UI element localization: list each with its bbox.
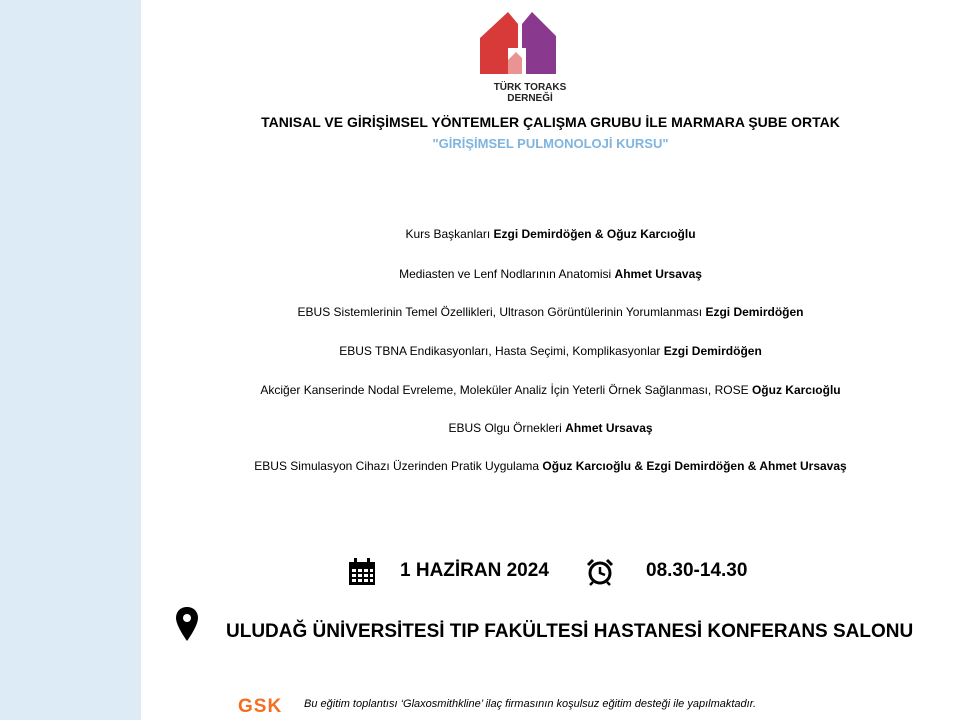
program-speaker: Ezgi Demirdöğen	[663, 344, 762, 358]
sponsor-footer	[238, 694, 878, 718]
program-item	[141, 383, 960, 397]
map-pin-icon	[176, 607, 198, 641]
turk-toraks-logo	[470, 8, 590, 104]
course-header-line1: TANISAL VE GİRİŞİMSEL YÖNTEMLER ÇALIŞMA GRUBU İLE MARMARA ŞUBE ORTAK	[261, 114, 840, 130]
program-item	[141, 227, 960, 241]
gsk-logo: GSK	[238, 696, 283, 717]
program-speaker: Ahmet Ursavaş	[614, 267, 702, 281]
program-speaker: Oğuz Karcıoğlu	[751, 383, 841, 397]
program-item	[141, 421, 960, 435]
program-topic: EBUS Olgu Örnekleri	[448, 421, 562, 435]
alarm-clock-icon	[585, 557, 615, 587]
program-item	[141, 305, 960, 319]
program-speaker: Oğuz Karcıoğlu & Ezgi Demirdöğen & Ahmet Ursavaş	[542, 459, 847, 473]
course-name: "GİRİŞİMSEL PULMONOLOJİ KURSU"	[432, 136, 669, 151]
sponsor-note: Bu eğitim toplantısı ‘Glaxosmithkline’ ilaç firmasının koşulsuz eğitim desteği ile yapılmaktadır.	[304, 698, 757, 710]
program-item	[141, 459, 960, 473]
org-name: TÜRK TORAKS DERNEĞİ	[493, 82, 567, 104]
program-topic: EBUS Sistemlerinin Temel Özellikleri, Ultrason Görüntülerinin Yorumlanması	[297, 305, 703, 319]
lungs-logo-icon	[478, 8, 582, 80]
calendar-icon	[348, 558, 376, 586]
event-date: 1 HAZİRAN 2024	[400, 560, 549, 581]
program-speaker: Ezgi Demirdöğen & Oğuz Karcıoğlu	[493, 227, 696, 241]
event-location: ULUDAĞ ÜNİVERSİTESİ TIP FAKÜLTESİ HASTANESİ KONFERANS SALONU	[226, 621, 914, 642]
program-item	[141, 267, 960, 281]
program-speaker: Ahmet Ursavaş	[565, 421, 653, 435]
event-time: 08.30-14.30	[646, 560, 748, 581]
program-topic: Mediasten ve Lenf Nodlarının Anatomisi	[399, 267, 612, 281]
program-speaker: Ezgi Demirdöğen	[705, 305, 804, 319]
program-item	[141, 344, 960, 358]
left-sidebar-band	[0, 0, 141, 720]
program-topic: Kurs Başkanları	[405, 227, 494, 241]
program-topic: EBUS TBNA Endikasyonları, Hasta Seçimi, Komplikasyonlar	[339, 344, 661, 358]
program-topic: EBUS Simulasyon Cihazı Üzerinden Pratik Uygulama	[254, 459, 540, 473]
program-topic: Akciğer Kanserinde Nodal Evreleme, Moleküler Analiz İçin Yeterli Örnek Sağlanması, ROSE	[260, 383, 749, 397]
